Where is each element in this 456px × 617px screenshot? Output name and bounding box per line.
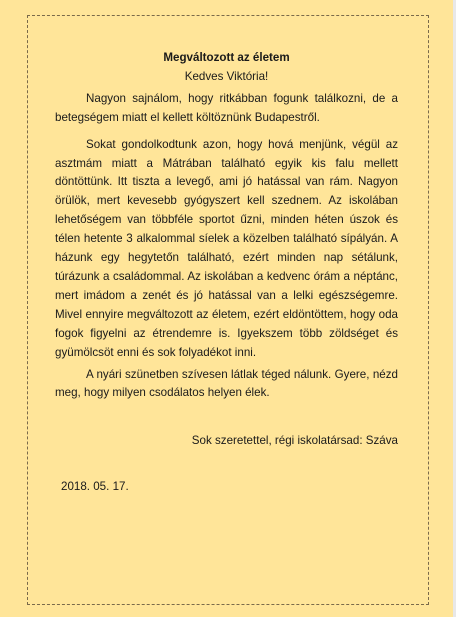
salutation: Kedves Viktória!	[184, 69, 269, 83]
document-title: Megváltozott az életem	[163, 51, 290, 64]
paragraph-1: Nagyon sajnálom, hogy ritkábban fogunk találkozni, de a betegségem miatt el kellett költöznünk Budapestről.	[55, 91, 398, 124]
paragraph-2: Sokat gondolkodtunk azon, hogy hová menjünk, végül az asztmám miatt a Mátrában található egyik kis falu mellett döntöttünk. Itt tiszta a levegő, ami jó hatással van rám. Nagyon örülök, mert kevesebb gyógyszert kell szednem. Az iskolában lehetőségem van többféle sportot űzni, minden héten úszok és télen hetente 3 alkalommal síelek a közelben található sípályán. A házunk egy hegytetőn található, ezért minden nap sétálunk, túrázunk a családommal. Az iskolában a kedvenc órám a néptánc, mert imádom a zenét és jó hatással van a lelki egészségemre. Mivel ennyire megváltozott az életem, ezért eldöntöttem, hogy oda fogok figyelni az étrendemre is. Igyekszem több zöldséget és gyümölcsöt enni és sok folyadékot inni.	[55, 137, 398, 359]
signature: Sok szeretettel, régi iskolatársad: Száva	[191, 434, 398, 447]
date: 2018. 05. 17.	[61, 480, 129, 493]
paragraph-3: A nyári szünetben szívesen látlak téged nálunk. Gyere, nézd meg, hogy milyen csodálatos helyen élek.	[55, 367, 398, 400]
document-body[interactable]	[55, 49, 398, 493]
